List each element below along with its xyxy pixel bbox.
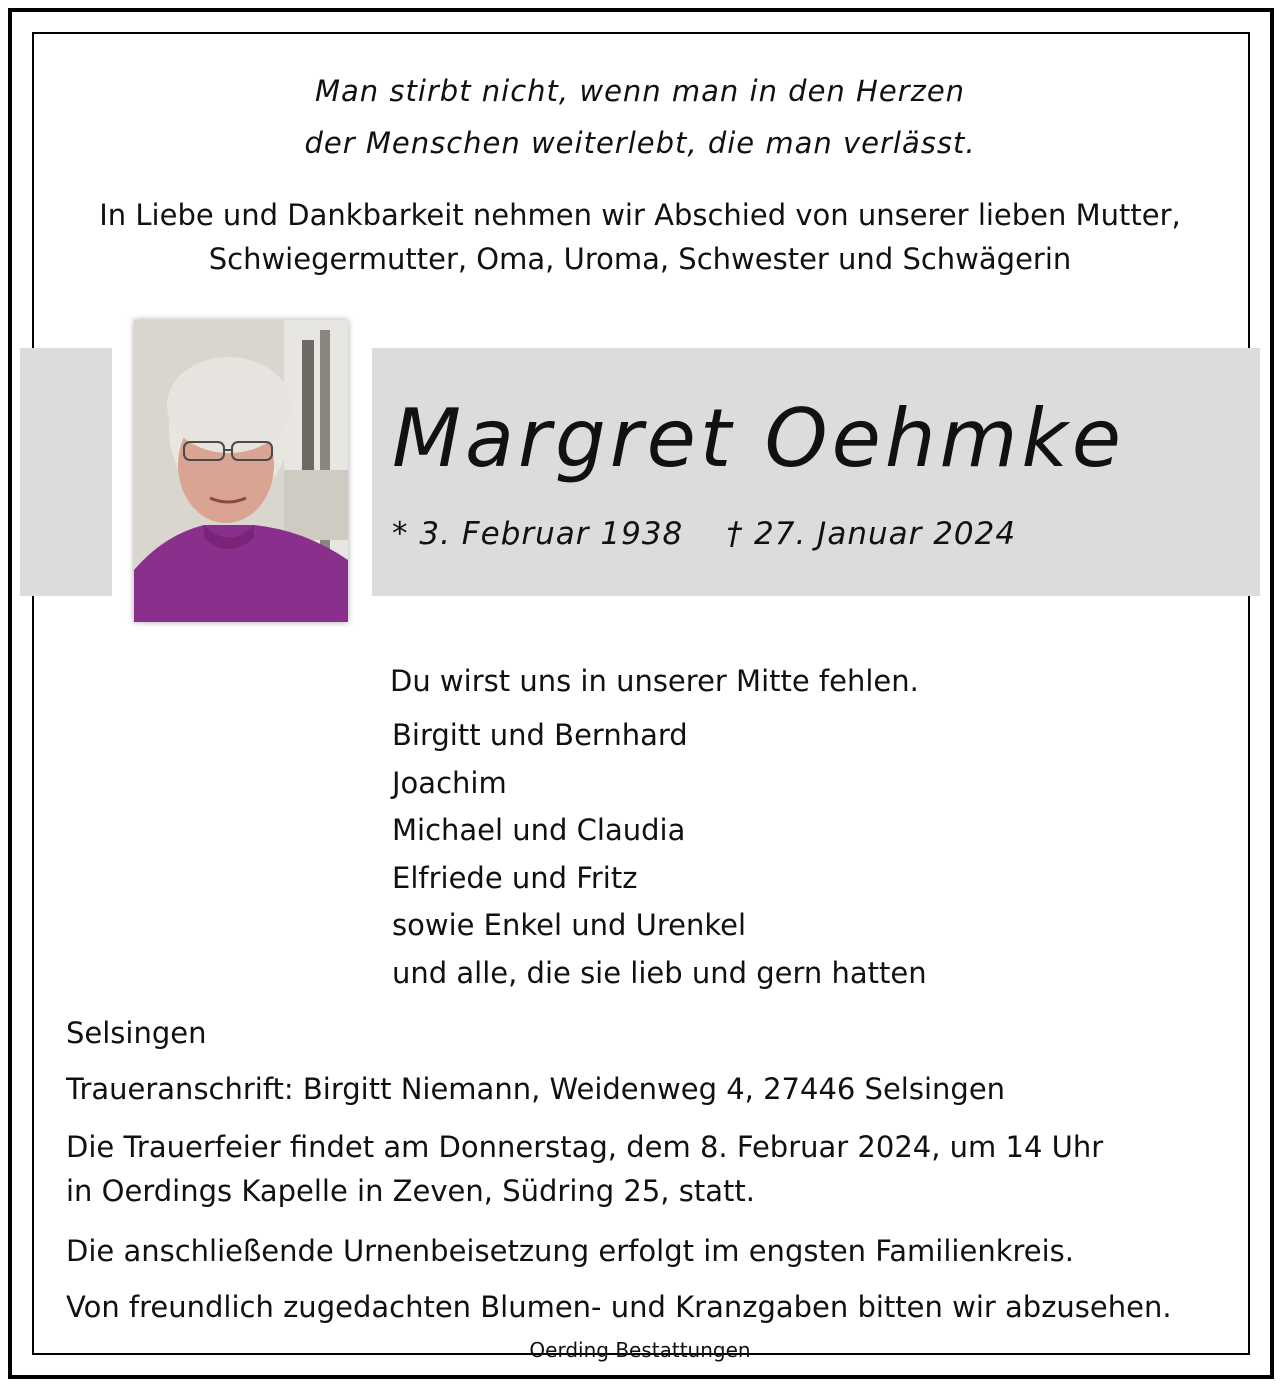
flowers-note: Von freundlich zugedachten Blumen- und Kranzgaben bitten wir abzusehen. — [66, 1290, 1172, 1324]
dates-spacer — [683, 516, 726, 552]
motto-line-2: der Menschen weiterlebt, die man verlässt. — [304, 126, 976, 160]
signers-list — [392, 712, 927, 997]
place-of-residence: Selsingen — [66, 1016, 207, 1050]
intro-line-1: In Liebe und Dankbarkeit nehmen wir Abschied von unserer lieben Mutter, — [99, 198, 1181, 232]
signer-item: und alle, die sie lieb und gern hatten — [392, 955, 927, 990]
funeral-home-credit: Oerding Bestattungen — [529, 1338, 751, 1362]
signer-item: sowie Enkel und Urenkel — [392, 908, 747, 942]
death-date: † 27. Januar 2024 — [726, 516, 1017, 552]
signer-item: Birgitt und Bernhard — [392, 718, 688, 752]
name-band-left — [20, 348, 112, 596]
funeral-service-line-2: in Oerdings Kapelle in Zeven, Südring 25, statt. — [66, 1174, 755, 1208]
birth-date: * 3. Februar 1938 — [392, 516, 684, 552]
funeral-service-line-1: Die Trauerfeier findet am Donnerstag, dem 8. Februar 2024, um 14 Uhr — [66, 1130, 1104, 1164]
intro-line-2: Schwiegermutter, Oma, Uroma, Schwester und Schwägerin — [208, 242, 1072, 276]
signer-item: Elfriede und Fritz — [392, 860, 638, 895]
signer-item: Joachim — [392, 765, 507, 800]
motto-line-1: Man stirbt nicht, wenn man in den Herzen — [314, 74, 966, 108]
farewell-line: Du wirst uns in unserer Mitte fehlen. — [390, 664, 919, 698]
urn-burial-note: Die anschließende Urnenbeisetzung erfolgt im engsten Familienkreis. — [66, 1234, 1075, 1268]
mourning-address: Traueranschrift: Birgitt Niemann, Weidenweg 4, 27446 Selsingen — [66, 1072, 1006, 1106]
life-dates — [392, 516, 1016, 552]
signer-item: Michael und Claudia — [392, 813, 686, 847]
portrait-photo — [134, 320, 348, 622]
deceased-name: Margret Oehmke — [392, 392, 1125, 485]
